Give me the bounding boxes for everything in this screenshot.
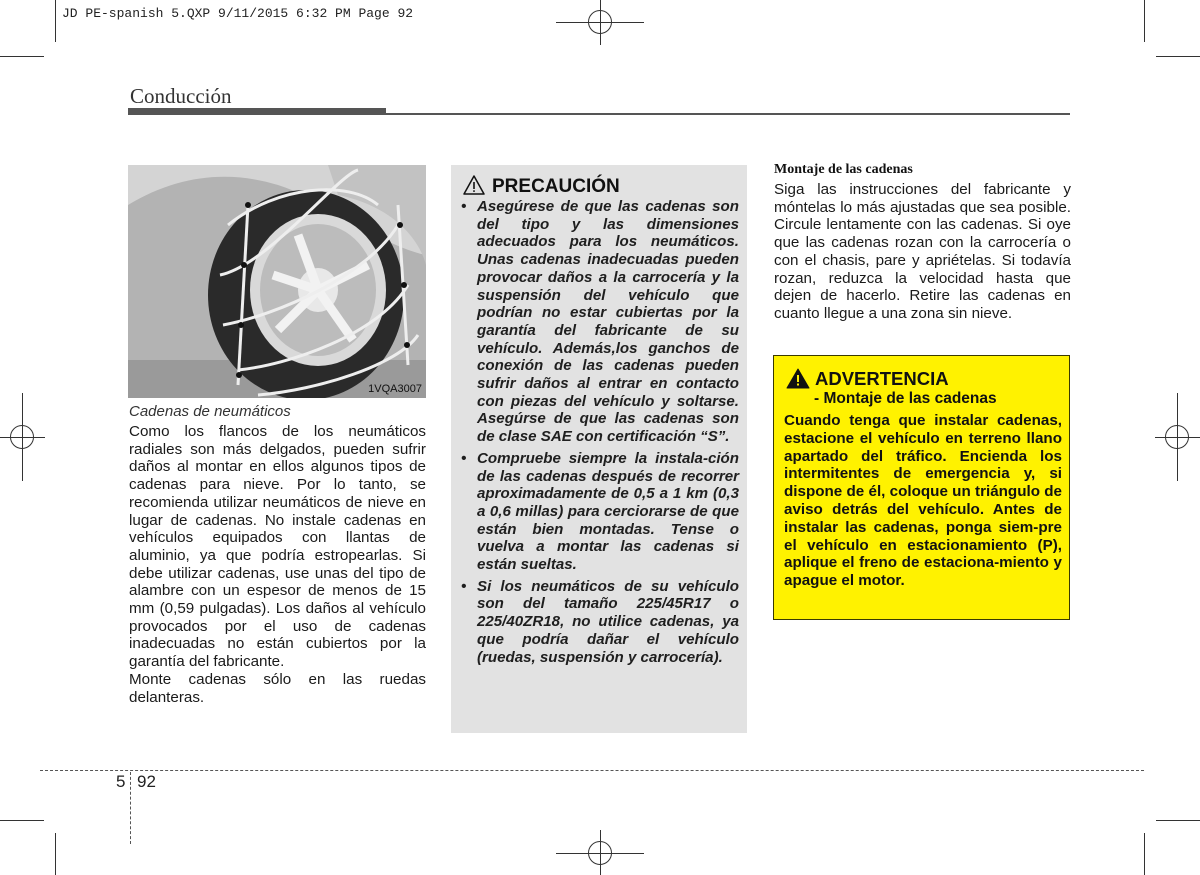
page-number: 92 [137,772,156,791]
image-caption: Cadenas de neumáticos [129,403,291,420]
caution-item: • Si los neumáticos de su vehículo son del tamaño 225/45R17 o 225/40ZR18, no utilice cadenas, ya que podría dañar el vehículo (ruedas, suspensión y carrocería). [461,577,739,666]
warning-box [773,355,1070,620]
section-title: Conducción [130,84,232,108]
tire-chain-photo [128,165,426,398]
caution-list [459,198,739,670]
caution-title: PRECAUCIÓN [492,176,620,197]
left-paragraph-2: Monte cadenas sólo en las ruedas delanteras. [129,670,426,706]
footer-divider [130,772,131,844]
warning-subtitle: - Montaje de las cadenas [814,390,997,407]
warning-triangle-filled-icon [786,368,810,394]
image-code: 1VQA3007 [368,383,422,395]
left-body-text [129,423,426,706]
caution-box [451,165,747,733]
tire-chain-illustration [128,165,426,398]
caution-item: • Asegúrese de que las cadenas son del tipo y las dimensiones adecuados para los neumáticos. Unas cadenas inadecuadas pueden provocar daños a la carrocería y la suspensión del vehículo que podrían no estar cubiertas por la garantía del fabricante de su vehículo. Además,los ganchos de conexión de las cadenas pueden sufrir daños al entrar en contacto con piezas del vehículo y soltarse. Asegúrse de que las cadenas son de clase SAE con certificación “S”. [461,198,739,446]
left-paragraph-1: Como los flancos de los neumáticos radiales son más delgados, pueden sufrir daños al montar en ellos algunos tipos de cadenas para nieve. Por lo tanto, se recomienda utilizar neumáticos de nieve en lugar de cadenas. No instale cadenas en vehículos equipados con llantas de aluminio, ya que podría estropearlas. Si debe utilizar cadenas, use unas del tipo de alambre con un espesor de menos de 15 mm (0,59 pulgadas). Los daños al vehículo provocados por el uso de cadenas inadecuadas no están cubiertos por la garantía del fabricante. [129,423,426,671]
mounting-heading: Montaje de las cadenas [774,162,913,177]
print-slug: JD PE-spanish 5.QXP 9/11/2015 6:32 PM Page 92 [62,6,414,21]
header-rule [128,108,386,115]
warning-triangle-icon [463,175,485,200]
caution-item: • Compruebe siempre la instala-ción de las cadenas después de recorrer aproximadamente de 0,5 a 1 km (0,3 a 0,6 millas) para cerciorarse de que están bien montadas. Tense o vuelva a montar las cadenas si están sueltas. [461,449,739,574]
header-rule-thin [386,113,1070,115]
warning-title: ADVERTENCIA [815,368,949,389]
footer-dashed-rule [40,770,1144,771]
mounting-paragraph: Siga las instrucciones del fabricante y móntelas lo más ajustadas que sea posible. Circule lentamente con las cadenas. Si oye que las cadenas rozan con la carrocería o con el chasis, pare y apriételas. Si todavía rozan, reduzca la velocidad hasta que dejen de hacerlo. Retire las cadenas en cuanto llegue a una zona sin nieve. [774,181,1071,322]
chapter-number: 5 [116,772,126,791]
warning-body: Cuando tenga que instalar cadenas, estacione el vehículo en terreno llano apartado del tráfico. Encienda los intermitentes de emergencia y, si dispone de él, coloque un triángulo de aviso detrás del vehículo. Antes de instalar las cadenas, ponga siem-pre el vehículo en estacionamiento (P), aplique el freno de estaciona-miento y apague el motor. [784,412,1062,590]
